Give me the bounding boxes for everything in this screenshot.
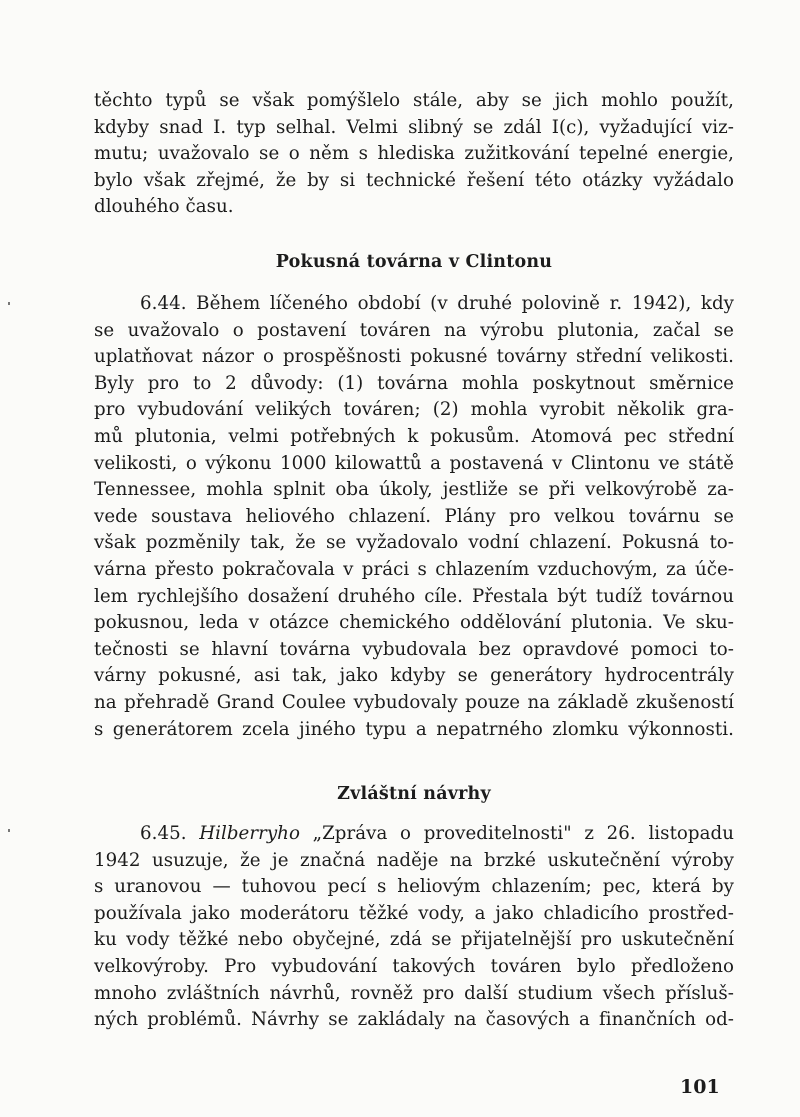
paragraph-6-44 (94, 291, 734, 743)
text-line: pokusnou, leda v otázce chemického oddělování plutonia. Ve sku- (94, 612, 734, 634)
text-fragment: „Zpráva o proveditelnosti" z 26. listopadu (312, 823, 734, 844)
text-line: pro vybudování velikých továren; (2) mohla vyrobit několik gra- (94, 399, 734, 421)
text-line: 6.44. Během líčeného období (v druhé polovině r. 1942), kdy (140, 293, 734, 314)
text-line: mů plutonia, velmi potřebných k pokusům. Atomová pec střední (94, 425, 734, 447)
paragraph-6-45 (94, 821, 734, 1034)
text-line: várna přesto pokračovala v práci s chlazením vzduchovým, za úče- (94, 558, 734, 580)
text-line: lem rychlejšího dosažení druhého cíle. Přestala být tudíž továrnou (94, 585, 734, 607)
text-line: s uranovou — tuhovou pecí s heliovým chlazením; pec, která by (94, 876, 734, 898)
text-line: uplatňovat názor o prospěšnosti pokusné továrny střední velikosti. (94, 346, 734, 368)
text-line: však pozměnily tak, že se vyžadovalo vodní chlazení. Pokusná to- (94, 532, 734, 554)
text-line: těchto typů se však pomýšlelo stále, aby se jich mohlo použít, (94, 90, 734, 111)
section-heading-special-proposals: Zvláštní návrhy (337, 784, 491, 804)
text-line: používala jako moderátoru těžké vody, a jako chladicího prostřed- (94, 902, 734, 924)
text-line: ku vody těžké nebo obyčejné, zdá se přijatelnější pro uskutečnění (94, 929, 734, 951)
text-line: na přehradě Grand Coulee vybudovaly pouze na základě zkušeností (94, 691, 734, 713)
scan-margin-mark (8, 829, 10, 832)
text-line-first (94, 821, 734, 848)
text-line: mutu; uvažovalo se o něm s hlediska zužitkování tepelné energie, (94, 143, 734, 165)
text-line: kdyby snad I. typ selhal. Velmi slibný se zdál I(c), vyžadující viz- (94, 116, 734, 138)
text-line: mnoho zvláštních návrhů, rovněž pro další studium všech přísluš- (94, 982, 734, 1004)
text-line: ných problémů. Návrhy se zakládaly na časových a finančních od- (94, 1009, 734, 1031)
text-line: velkovýroby. Pro vybudování takových továren bylo předloženo (94, 955, 734, 977)
text-line: Tennessee, mohla splnit oba úkoly, jestliže se při velkovýrobě za- (94, 479, 734, 501)
paragraph-continuation (94, 88, 734, 221)
paragraph-number: 6.45. (140, 823, 187, 844)
author-name: Hilberryho (199, 823, 300, 844)
scan-margin-mark (8, 302, 10, 305)
text-line: tečnosti se hlavní továrna vybudovala bez opravdové pomoci to- (94, 638, 734, 660)
text-line: s generátorem zcela jiného typu a nepatrného zlomku výkonnosti. (94, 718, 734, 740)
text-line: se uvažovalo o postavení továren na výrobu plutonia, začal se (94, 319, 734, 341)
text-line: dlouhého času. (94, 196, 234, 218)
section-heading-clinton: Pokusná továrna v Clintonu (275, 252, 553, 272)
text-line: várny pokusné, asi tak, jako kdyby se generátory hydrocentrály (94, 665, 734, 687)
text-line: vede soustava heliového chlazení. Plány pro velkou továrnu se (94, 505, 734, 527)
page-number: 101 (680, 1076, 720, 1098)
text-line: velikosti, o výkonu 1000 kilowattů a postavená v Clintonu ve státě (94, 452, 734, 474)
text-line: bylo však zřejmé, že by si technické řešení této otázky vyžádalo (94, 169, 734, 191)
text-line: Byly pro to 2 důvody: (1) továrna mohla poskytnout směrnice (94, 372, 734, 394)
text-line: 1942 usuzuje, že je značná naděje na brzké uskutečnění výroby (94, 849, 734, 871)
